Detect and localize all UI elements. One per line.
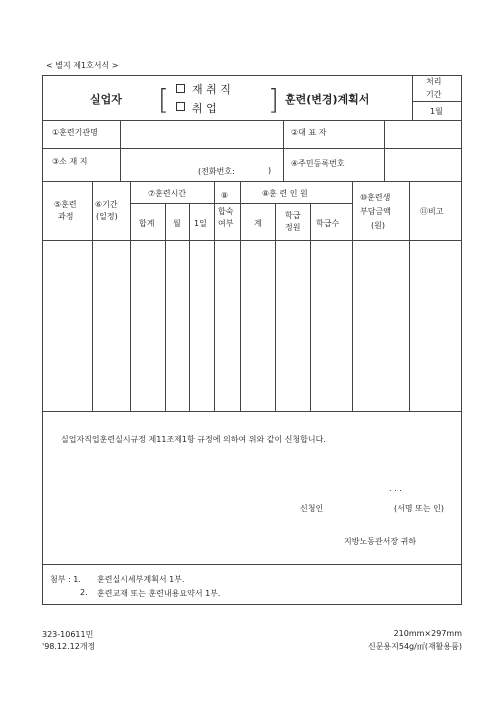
course-header-1: ⑤훈련 [54, 200, 77, 209]
lodging-header-1: 합숙 [218, 207, 234, 216]
resident-number-field[interactable] [385, 149, 461, 180]
form-title-suffix: 훈련(변경)계획서 [285, 93, 370, 106]
hours-month-header: 월 [173, 219, 181, 228]
attachment-item-1: 훈련실시세부계획서 1부. [97, 575, 185, 584]
trainee-cost-cell[interactable] [353, 241, 408, 410]
class-count-cell[interactable] [311, 241, 351, 410]
cost-header-2: 부담금액 [360, 207, 391, 216]
institution-name-label: ①훈련기관명 [52, 128, 98, 137]
class-count-header: 학급수 [316, 219, 340, 228]
form-number-tag: < 별지 제1호서식 > [46, 61, 119, 70]
employment-option-label: 취 업 [192, 102, 217, 115]
lodging-cell[interactable] [215, 241, 239, 410]
paper-type: 신문용지54g/㎡(재활용품) [367, 642, 462, 651]
cost-header-1: ⑩훈련생 [360, 193, 391, 202]
applicant-label: 신청인 [300, 504, 324, 513]
recipient-text: 지방노동관서장 귀하 [344, 537, 417, 546]
form-title-prefix: 실업자 [90, 93, 122, 106]
address-label: ③소 재 지 [52, 157, 88, 166]
remarks-header: ⑪비고 [420, 207, 444, 216]
course-header-2: 과정 [58, 212, 74, 221]
processing-period-label-1: 처리 [426, 77, 442, 86]
applicant-name-field[interactable] [330, 499, 390, 515]
form-code: 323-10611민 [42, 630, 94, 639]
revision-date: '98.12.12개정 [42, 642, 96, 651]
representative-label: ②대 표 자 [291, 128, 327, 137]
phone-close: ) [268, 166, 272, 175]
period-input-cell[interactable] [93, 241, 129, 410]
representative-field[interactable] [385, 121, 461, 147]
attachments-label: 첨부 : 1. [50, 575, 81, 584]
remarks-cell[interactable] [410, 241, 461, 410]
hours-day-header: 1일 [194, 219, 207, 228]
resident-number-label: ④주민등록번호 [291, 159, 345, 168]
training-hours-header: ⑦훈련시간 [148, 189, 187, 198]
left-bracket: [ [158, 83, 169, 116]
attachment-item-2-number: 2. [80, 588, 88, 597]
lodging-header-num: ⑧ [221, 191, 229, 200]
reemployment-checkbox[interactable] [176, 84, 185, 93]
reemployment-option-label: 재 취 직 [192, 83, 231, 96]
institution-name-field[interactable] [121, 121, 283, 147]
quota-header-1: 학급 [285, 211, 301, 220]
hours-total-cell[interactable] [131, 241, 164, 410]
cost-header-3: (원) [371, 221, 385, 230]
hours-day-cell[interactable] [190, 241, 213, 410]
paper-size: 210mm×297mm [393, 629, 462, 638]
date-dots: . . . [389, 484, 402, 493]
attachment-item-2: 훈련교재 또는 훈련내용요약서 1부. [97, 589, 221, 598]
employment-checkbox[interactable] [176, 102, 185, 111]
trainees-total-header: 계 [254, 219, 262, 228]
applicant-signature-label: (서명 또는 인) [394, 504, 444, 513]
lodging-header-2: 여부 [218, 219, 234, 228]
period-header-1: ⑥기간 [95, 200, 118, 209]
trainees-total-cell[interactable] [241, 241, 274, 410]
class-quota-cell[interactable] [276, 241, 309, 410]
phone-label: (전화번호: [198, 167, 235, 176]
processing-period-label-2: 기간 [426, 90, 442, 99]
declaration-text: 실업자직업훈련실시규정 제11조제1항 규정에 의하여 위와 같이 신청합니다. [61, 435, 326, 444]
processing-period-value: 1월 [430, 107, 443, 116]
trainees-header: ⑧훈 련 인 원 [262, 189, 308, 198]
right-bracket: ] [268, 83, 279, 116]
hours-month-cell[interactable] [166, 241, 188, 410]
course-input-cell[interactable] [43, 241, 91, 410]
period-header-2: (일정) [96, 212, 118, 221]
quota-header-2: 정원 [285, 223, 301, 232]
hours-total-header: 합계 [139, 219, 155, 228]
